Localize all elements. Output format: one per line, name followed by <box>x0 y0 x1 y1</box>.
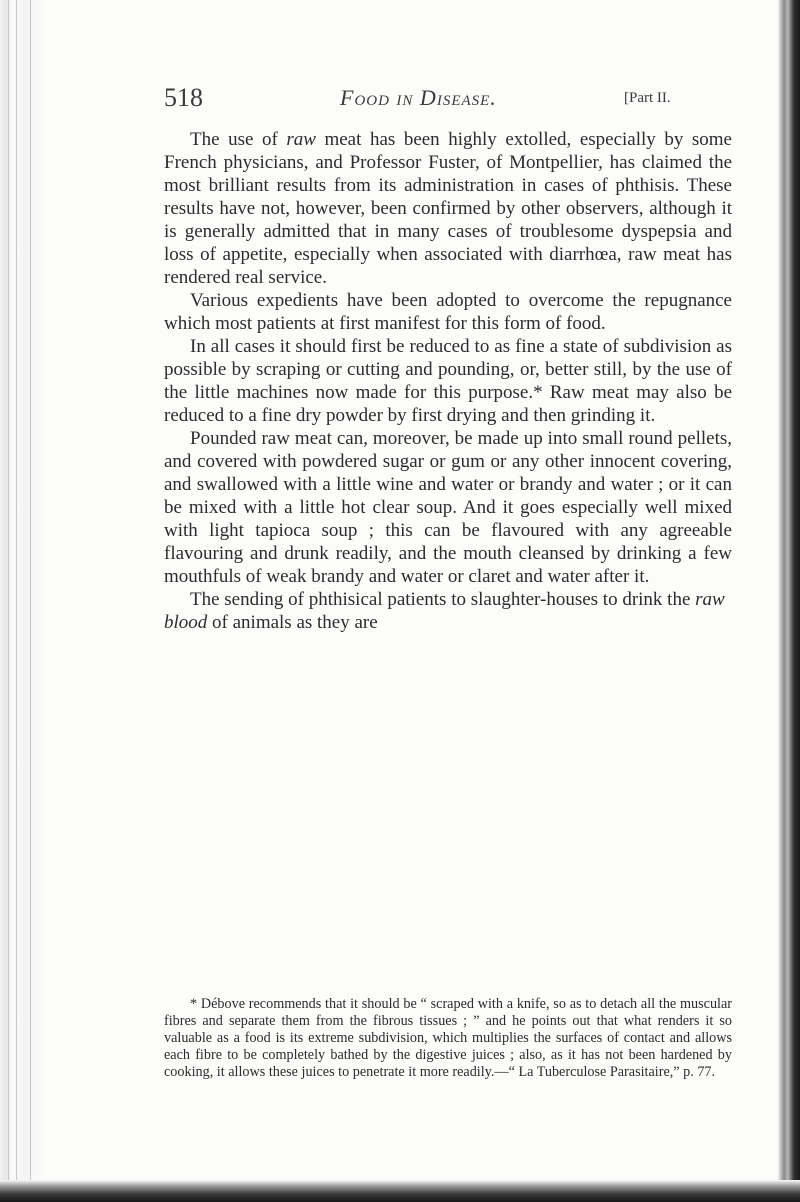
running-header <box>164 83 754 123</box>
italic-text: raw <box>286 129 316 150</box>
paragraph-text: In all cases it should first be reduced to as fine a state of subdivision as possible by scraping or cutting and pounding, or, better still, by the use of the little machines now made for this purpose.* Raw meat may also be reduced to a fine dry powder by first drying and then grinding it. <box>164 336 732 426</box>
italic-text: raw blood <box>164 589 725 633</box>
body-text <box>164 128 732 634</box>
footnote: * Débove recommends that it should be “ scraped with a knife, so as to detach all the muscular fibres and separate them from the fibrous tissues ; ” and he points out that what renders it so valuable as a food is its extreme subdivision, which multiplies the surfaces of contact and allows each fibre to be completely bathed by the digestive juices ; also, as it has not been hardened by cooking, it allows these juices to penetrate it more readily.—“ La Tuberculose Parasitaire,” p. 77. <box>164 996 732 1080</box>
paragraph-text: of animals as they are <box>207 612 378 633</box>
page-number: 518 <box>164 83 203 112</box>
running-title: Food in Disease. <box>340 85 497 110</box>
page-edge-line <box>16 0 17 1202</box>
page-edge-line <box>8 0 9 1202</box>
page-gutter-shadow <box>0 0 44 1202</box>
paragraph-text: meat has been highly extolled, especially by some French physicians, and Professor Fuster, of Montpellier, has claimed the most brilliant results from its administration in cases of phthisis. These results have not, however, been confirmed by other observers, although it is generally admitted that in many cases of troublesome dyspepsia and loss of appetite, especially when associated with diarrhœa, raw meat has rendered real service. <box>164 129 732 288</box>
part-label: [Part II. <box>624 90 671 106</box>
paragraph <box>164 427 732 588</box>
page-edge-line <box>30 0 31 1202</box>
right-page-edge <box>778 0 800 1202</box>
bottom-page-edge <box>0 1180 800 1202</box>
paragraph-text: The use of <box>190 129 287 150</box>
paragraph-text: Various expedients have been adopted to overcome the repugnance which most patients at first manifest for this form of food. <box>164 290 732 334</box>
paragraph <box>164 588 732 634</box>
paragraph <box>164 289 732 335</box>
paragraph <box>164 128 732 289</box>
paragraph-text: Pounded raw meat can, moreover, be made up into small round pellets, and covered with powdered sugar or gum or any other innocent covering, and swallowed with a little wine and water or brandy and water ; or it can be mixed with a little hot clear soup. And it goes especially well mixed with light tapioca soup ; this can be flavoured with any agreeable flavouring and drunk readily, and the mouth cleansed by drinking a few mouthfuls of weak brandy and water or claret and water after it. <box>164 428 732 587</box>
paragraph <box>164 335 732 427</box>
paragraph-text: The sending of phthisical patients to slaughter-houses to drink the <box>190 589 696 610</box>
